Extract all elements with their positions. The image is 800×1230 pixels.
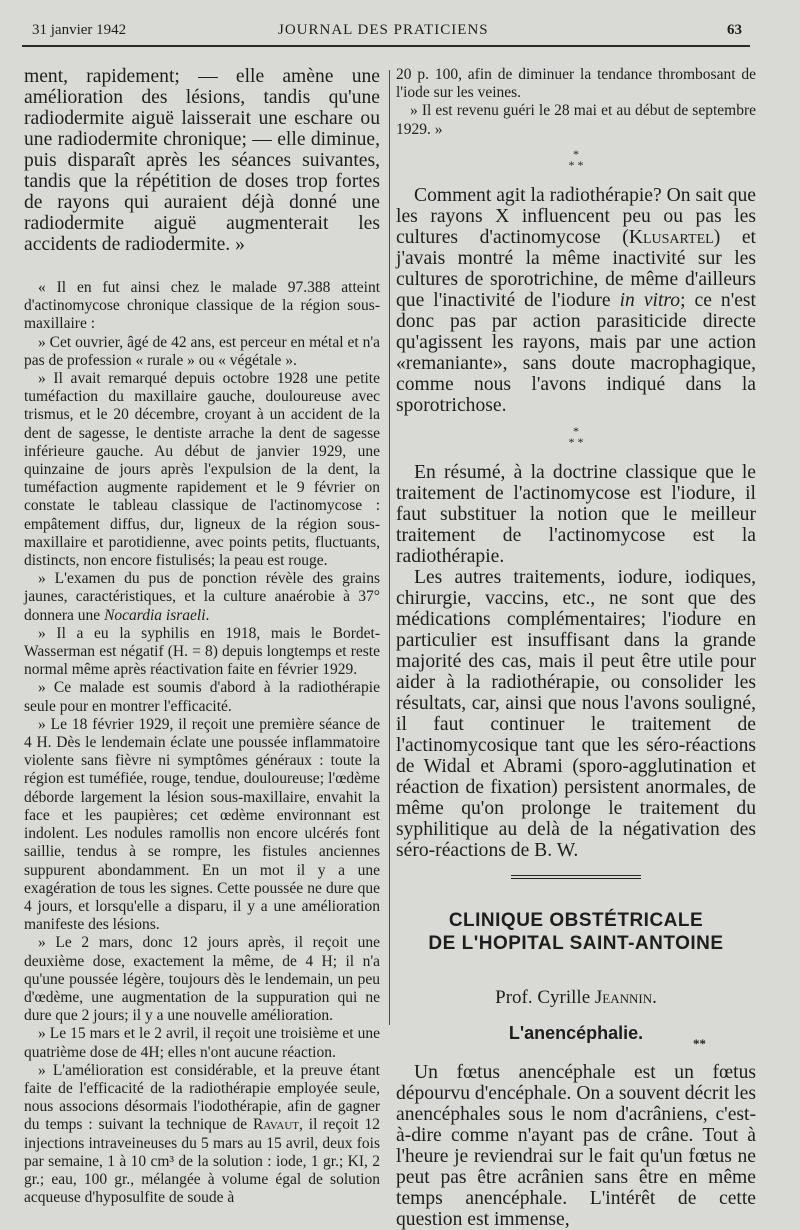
- quote-paragraph-8: » Le 2 mars, donc 12 jours après, il reçoit une deuxième dose, exactement la même, de 4 H; il n'a qu'une poussée légère, toujours dès le lendemain, un peu d'œdème, une augmentation de la suppuration qui ne dure que 2 jours; il y a une nouvelle amélioration.: [24, 934, 380, 1025]
- author-suffix: .: [652, 986, 657, 1008]
- right-column: [396, 66, 756, 1230]
- quote-paragraph-9: » Le 15 mars et le 2 avril, il reçoit une troisième et une quatrième dose de 4H; elles n'ont aucune réaction.: [24, 1025, 380, 1061]
- footer-mark: **: [693, 1036, 706, 1051]
- quote-continuation: 20 p. 100, afin de diminuer la tendance thrombosant de l'iode sur les veines.: [396, 66, 756, 102]
- header-rule: [22, 45, 750, 47]
- quote-paragraph-3: » Il avait remarqué depuis octobre 1928 une petite tuméfaction du maxillaire gauche, douloureuse avec trismus, et le 20 décembre, croyant à un accident de la dent de sagesse, le dentiste arrache la dent de sagesse inférieure gauche. Au début de janvier 1929, une quinzaine de jours après l'expulsion de la dent, la tuméfaction augmente rapidement et le 9 février on constate le tableau classique de l'actinomycose : empâtement diffus, dur, ligneux de la région sous-maxillaire et parotidienne, avec points petits, fluctuants, distincts, non encore fistulisés; la peau est rouge.: [24, 370, 380, 570]
- asterism-1: [396, 146, 756, 172]
- left-column: [24, 66, 380, 1207]
- author-surname: Jeannin: [594, 986, 653, 1008]
- quote-closing: » Il est revenu guéri le 28 mai et au début de septembre 1929. »: [396, 102, 756, 138]
- column-divider: [389, 70, 390, 1025]
- radiotherapy-paragraph: [396, 185, 756, 416]
- p10-text-after: , il reçoit 12 injections intraveineuses du 5 mars au 15 avril, deux fois par semaine, 1 à 10 cm³ de la solution : iode, 1 gr.; KI, 2 gr.; eau, 100 gr., mélangée à volume égal de solution acqueuse d'hyposulfite de soude à: [24, 1116, 380, 1207]
- running-header: [28, 22, 744, 44]
- para-a-text-after: ; ce n'est donc pas par action parasiticide directe qu'agissent les rayons, mais par une action «remaniante», sans doute macrophagique, comme nous l'avons indiqué dans la sporotrichose.: [396, 289, 756, 416]
- author-byline: [396, 987, 756, 1009]
- asterism-1-top: *: [573, 146, 579, 161]
- header-page-number: 63: [727, 22, 742, 38]
- asterism-2-bottom: * *: [568, 434, 584, 449]
- other-treatments-paragraph: Les autres traitements, iodure, iodiques, chirurgie, vaccins, etc., ne sont que des médications complémentaires; l'iodure en particulier est insuffisant dans la grande majorité des cas, mais il peut être utile pour aider à la radiothérapie, ou consolider les résultats, car, ainsi que nous l'avons souligné, il faut continuer le traitement de l'actinomycosique tant que les séro-réactions de Widal et Abrami (sporo-agglutination et réaction de fixation) persistent anormales, de même qu'on prolonge le traitement du syphilitique au delà de la négativation des séro-réactions de B. W.: [396, 566, 756, 861]
- para-a-author-name: Klusartel: [628, 226, 714, 248]
- quote-paragraph-10: [24, 1062, 380, 1208]
- author-prefix: Prof. Cyrille: [495, 986, 595, 1008]
- summary-paragraph: En résumé, à la doctrine classique que le traitement de l'actinomycose est l'iodure, il faut substituer la notion que le meilleur traitement de l'actinomycose est la radiothérapie.: [396, 461, 756, 567]
- section-separator: [511, 875, 641, 879]
- quote-paragraph-2: » Cet ouvrier, âgé de 42 ans, est perceur en métal et n'a pas de profession « rurale » ou « végétale ».: [24, 333, 380, 369]
- article-subtitle: L'anencéphalie.: [508, 1022, 644, 1043]
- p10-author-name: Ravaut: [253, 1116, 299, 1134]
- p4-text-after: .: [205, 606, 210, 624]
- p4-species-name: Nocardia israeli: [104, 606, 206, 624]
- para-a-italic-term: in vitro: [619, 289, 681, 311]
- asterism-2: [396, 423, 756, 449]
- p10-text-before: » L'amélioration est considérable, et la preuve étant faite de l'efficacité de la radiothérapie employée seule, nous associons désormais l'iodothérapie, afin de gagner du temps : suivant la technique de: [24, 1061, 380, 1134]
- asterism-2-top: *: [573, 423, 579, 438]
- quote-paragraph-7: » Le 18 février 1929, il reçoit une première séance de 4 H. Dès le lendemain éclate une poussée inflammatoire violente sans fièvre ni symptômes généraux : toute la région est tuméfiée, rouge, tendue, douloureuse; l'œdème déborde largement la lésion sous-maxillaire, envahit la face et les paupières; cet œdème environnant est indolent. Les nodules ramollis non encore ulcérés font saillie, tendus à se rompre, les fistules anciennes suppurent abondamment. En un mot il y a une exagération de tous les signes. Cette poussée ne dure que 4 jours, et lorsqu'elle a disparu, il y a une amélioration manifeste des lésions.: [24, 715, 380, 934]
- quote-paragraph-4: [24, 570, 380, 625]
- header-journal-title: JOURNAL DES PRATICIENS: [278, 22, 489, 38]
- section-title: [396, 909, 756, 955]
- para-a-text-before: Comment agit la radiothérapie? On sait que les rayons X influencent peu ou pas les cultures d'actinomycose (: [396, 184, 756, 248]
- quote-paragraph-6: » Ce malade est soumis d'abord à la radiothérapie seule pour en montrer l'efficacité.: [24, 679, 380, 715]
- asterism-1-bottom: * *: [568, 157, 584, 172]
- quote-paragraph-5: » Il a eu la syphilis en 1918, mais le Bordet-Wasserman est négatif (H. = 8) depuis longtemps et reste normal même après réactivation faite en février 1929.: [24, 624, 380, 679]
- p4-text-before: » L'examen du pus de ponction révèle des grains jaunes, caractéristiques, et la culture anaérobie à 37° donnera une: [24, 570, 380, 624]
- para-a-text-mid: ) et j'avais montré la même inactivité sur les cultures de sporotrichine, de même d'ailleurs que l'inactivité de l'iodure: [396, 226, 756, 311]
- header-date: 31 janvier 1942: [32, 22, 127, 38]
- quote-paragraph-1: « Il en fut ainsi chez le malade 97.388 atteint d'actinomycose chronique classique de la région sous-maxillaire :: [24, 279, 380, 333]
- section-title-line-1: CLINIQUE OBSTÉTRICALE: [448, 909, 704, 931]
- section-title-line-2: DE L'HOPITAL SAINT-ANTOINE: [428, 932, 724, 954]
- anencephaly-paragraph: Un fœtus anencéphale est un fœtus dépourvu d'encéphale. On a souvent décrit les anencéphales sous le nom d'acrâniens, c'est-à-dire comme n'ayant pas de crâne. Tout à l'heure je reviendrai sur le fait qu'un fœtus ne peut pas être acrânien sans être en même temps anencéphale. L'intérêt de cette question est immense,: [396, 1061, 756, 1230]
- intro-paragraph: ment, rapidement; — elle amène une amélioration des lésions, tandis qu'une radiodermite aiguë laisserait une eschare ou une radiodermite chronique; — elle diminue, puis disparaît après les séances suivantes, tandis que la répétition de doses trop fortes de rayons qui auraient déjà donné une radiodermite aiguë augmenterait les accidents de radiodermite. »: [24, 66, 380, 255]
